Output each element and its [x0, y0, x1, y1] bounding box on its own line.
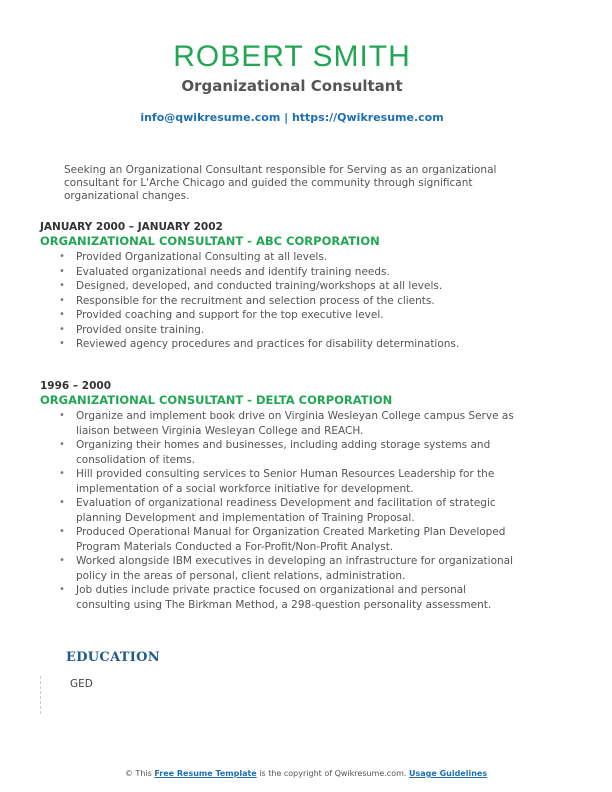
job-heading: ORGANIZATIONAL CONSULTANT - DELTA CORPORATION	[40, 393, 393, 407]
bullet-text: Evaluation of organizational readiness Development and facilitation of strategic planning Development and implementation of Training Proposal.	[76, 497, 496, 524]
experience-entry-delta	[40, 380, 560, 612]
job-bullet-list	[40, 250, 560, 352]
bullet-text: Worked alongside IBM executives in developing an infrastructure for organizational policy in the areas of personal, client relations, administration.	[76, 555, 514, 582]
job-bullet	[40, 409, 520, 438]
footer-prefix: © This	[124, 769, 155, 778]
bullet-text: Hill provided consulting services to Senior Human Resources Leadership for the implementation of a social workforce initiative for development.	[76, 468, 495, 495]
bullet-text: Organizing their homes and businesses, including adding storage systems and consolidation of items.	[76, 439, 491, 466]
bullet-text: Evaluated organizational needs and identify training needs.	[76, 265, 390, 278]
job-bullet	[40, 525, 520, 554]
job-dates: 1996 – 2000	[40, 380, 112, 392]
copyright-footer	[0, 768, 612, 780]
job-bullet	[40, 279, 520, 294]
bullet-text: Provided Organizational Consulting at all levels.	[76, 251, 328, 263]
bullet-text: Provided coaching and support for the top executive level.	[76, 309, 384, 321]
bullet-icon: •	[59, 338, 65, 349]
bullet-text: Job duties include private practice focused on organizational and personal consulting using The Birkman Method, a 298-question personality assessment.	[76, 584, 492, 611]
bullet-text: Responsible for the recruitment and selection process of the clients.	[76, 294, 435, 307]
usage-guidelines-link[interactable]: Usage Guidelines	[408, 769, 488, 778]
job-dates: JANUARY 2000 – JANUARY 2002	[40, 221, 223, 233]
bullet-icon: •	[59, 265, 65, 277]
footer-middle: is the copyright of Qwikresume.com.	[256, 769, 409, 778]
experience-entry-abc	[40, 221, 560, 352]
education-divider	[40, 676, 41, 714]
candidate-name: ROBERT SMITH	[173, 40, 411, 73]
bullet-text: Produced Operational Manual for Organization Created Marketing Plan Developed Program Materials Conducted a For-Profit/Non-Profit Analyst.	[76, 526, 506, 553]
bullet-text: Designed, developed, and conducted training/workshops at all levels.	[76, 280, 443, 292]
job-bullet	[40, 438, 520, 467]
education-heading: EDUCATION	[66, 650, 160, 665]
job-bullet	[40, 294, 520, 309]
job-bullet	[40, 337, 520, 352]
contact-line[interactable]: info@qwikresume.com | https://Qwikresume.com	[140, 111, 444, 124]
bullet-icon: •	[59, 410, 65, 421]
job-bullet	[40, 265, 520, 280]
bullet-icon: •	[59, 251, 65, 262]
job-bullet	[40, 554, 520, 583]
job-bullet	[40, 250, 520, 265]
job-bullet	[40, 583, 520, 612]
bullet-icon: •	[59, 280, 65, 291]
bullet-icon: •	[59, 497, 65, 508]
bullet-icon: •	[59, 584, 65, 595]
bullet-icon: •	[59, 309, 65, 320]
job-bullet-list	[40, 409, 560, 612]
bullet-icon: •	[59, 439, 65, 450]
summary-paragraph: Seeking an Organizational Consultant responsible for Serving as an organizational consultant for L'Arche Chicago and guided the community through significant organizational changes.	[64, 164, 497, 202]
job-bullet	[40, 308, 520, 323]
education-degree: GED	[70, 678, 93, 690]
bullet-icon: •	[59, 526, 65, 537]
bullet-text: Organize and implement book drive on Virginia Wesleyan College campus Serve as liaison between Virginia Wesleyan College and REACH.	[76, 410, 514, 437]
bullet-icon: •	[59, 294, 65, 306]
bullet-icon: •	[59, 555, 65, 566]
job-bullet	[40, 323, 520, 338]
job-bullet	[40, 467, 520, 496]
bullet-icon: •	[59, 468, 65, 479]
bullet-text: Reviewed agency procedures and practices for disability determinations.	[76, 338, 460, 350]
job-bullet	[40, 496, 520, 525]
bullet-icon: •	[59, 323, 65, 335]
bullet-text: Provided onsite training.	[76, 323, 205, 336]
candidate-title: Organizational Consultant	[181, 77, 403, 95]
free-resume-template-link[interactable]: Free Resume Template	[154, 769, 257, 778]
job-heading: ORGANIZATIONAL CONSULTANT - ABC CORPORATION	[40, 234, 380, 248]
